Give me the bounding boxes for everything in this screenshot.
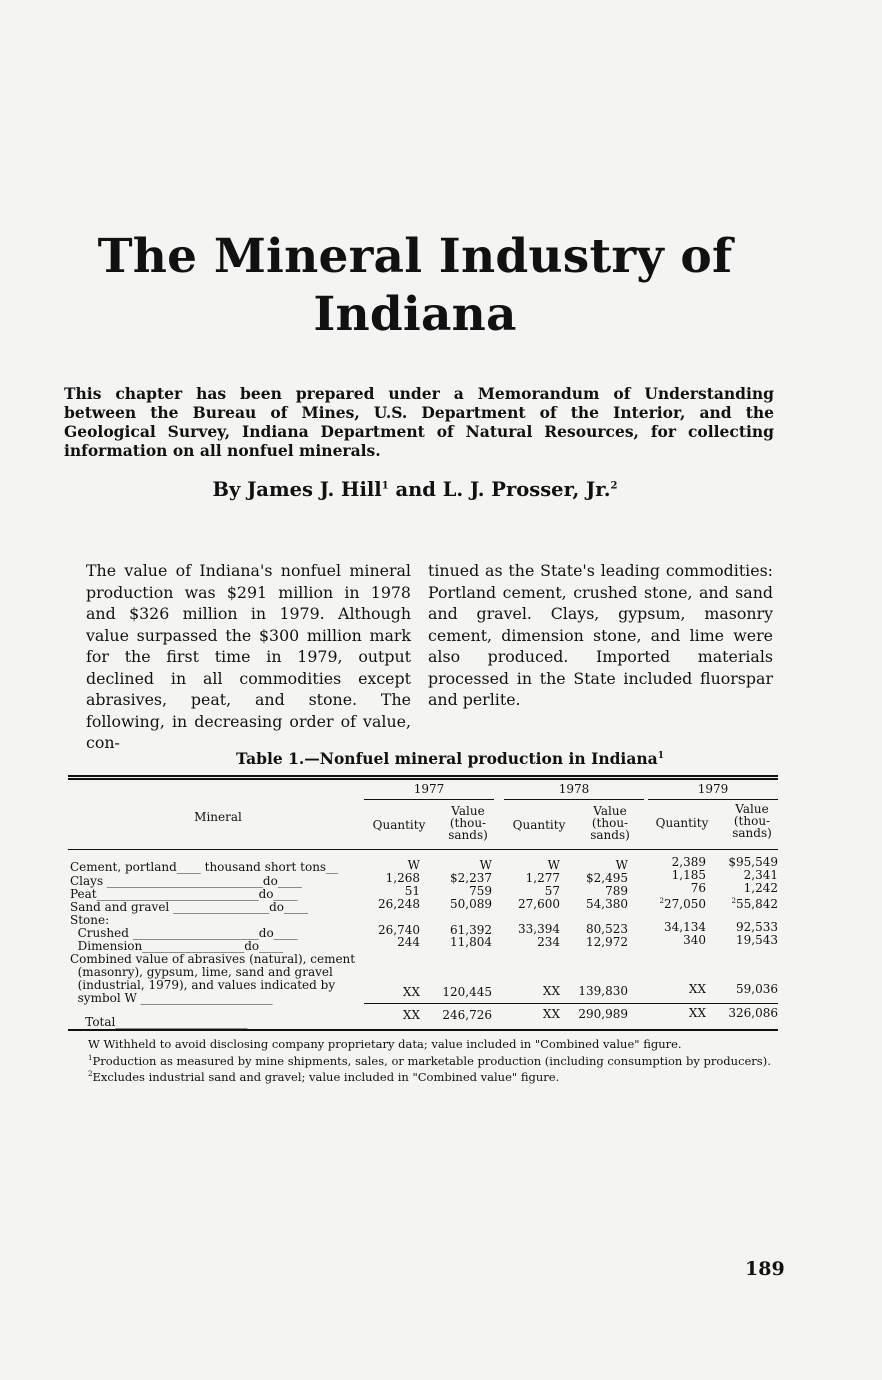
quantity-header-1977: Quantity xyxy=(372,818,426,832)
cell: $95,549 xyxy=(728,855,778,869)
quantity-header-1978: Quantity xyxy=(512,818,566,832)
total-cell: XX xyxy=(402,1008,420,1022)
cell: 26,248 xyxy=(378,897,420,911)
table-caption-footnote-mark: 1 xyxy=(657,750,664,761)
value-header-line-1: Value xyxy=(451,804,485,818)
cell: 92,533 xyxy=(736,920,778,934)
cell: 57 xyxy=(544,884,560,898)
cell: 59,036 xyxy=(736,982,778,996)
footnote-mark: 2 xyxy=(659,897,664,905)
memorandum-note: This chapter has been prepared under a Memorandum of Understanding between the Bureau of Mines, U.S. Department of the Interior, and the Geological Survey, Indiana Department of Natural Resources, for collecting information on all nonfuel minerals. xyxy=(64,384,774,460)
mineral-header: Mineral xyxy=(194,810,242,824)
row-label: Clays __________________________do____ xyxy=(70,874,302,888)
body-column-left xyxy=(66,560,411,754)
footnote-2-mark: 2 xyxy=(88,1069,93,1078)
body-paragraph-left: The value of Indiana's nonfuel mineral production was $291 million in 1978 and $326 million in 1979. Although value surpassed the $300 million mark for the first time in 1979, output declined in all commodities except abrasives, peat, and stone. The following, in decreasing order of value, con- xyxy=(86,561,411,752)
cell: 34,134 xyxy=(664,920,706,934)
value-header-line-3: sands) xyxy=(590,828,630,842)
cell xyxy=(660,895,706,911)
cell: 1,277 xyxy=(525,871,560,885)
cell: 27,600 xyxy=(518,897,560,911)
value-header-line-2: (thou- xyxy=(449,816,487,830)
header-bottom-rule xyxy=(68,849,778,850)
quantity-header-1979: Quantity xyxy=(655,816,709,830)
row-label: Stone: xyxy=(70,913,110,927)
cell: 76 xyxy=(690,881,706,895)
row-label: Sand and gravel ________________do____ xyxy=(70,900,308,914)
row-label: Cement, portland____ thousand short tons__ xyxy=(70,860,339,874)
table-caption-text: Table 1.—Nonfuel mineral production in Indiana xyxy=(236,749,658,768)
body-column-right xyxy=(428,560,773,711)
cell: $2,495 xyxy=(586,871,628,885)
row-label: Peat___________________________do____ xyxy=(70,887,298,901)
cell: 2,389 xyxy=(671,855,706,869)
cell-value: 55,842 xyxy=(736,897,778,911)
cell: 26,740 xyxy=(378,923,420,937)
footnote-1 xyxy=(88,1052,778,1068)
value-header-1977 xyxy=(440,805,496,841)
year-1978-rule xyxy=(504,799,644,800)
byline-and: and xyxy=(388,478,443,501)
cell: 2,341 xyxy=(743,868,778,882)
cell: W xyxy=(479,858,492,872)
cell: 12,972 xyxy=(586,935,628,949)
table-footnotes xyxy=(88,1038,778,1084)
cell: W xyxy=(615,858,628,872)
page-title xyxy=(60,228,770,344)
table-top-rule-2 xyxy=(68,778,778,780)
page-number: 189 xyxy=(745,1258,785,1280)
cell: 340 xyxy=(683,933,706,947)
author-1: By James J. Hill xyxy=(212,478,382,501)
cell: 120,445 xyxy=(442,985,492,999)
total-cell: 290,989 xyxy=(578,1007,628,1021)
value-header-line-2: (thou- xyxy=(591,816,629,830)
title-line-1: The Mineral Industry of xyxy=(97,229,733,284)
author-1-footnote-mark: 1 xyxy=(381,480,389,492)
cell xyxy=(732,895,778,911)
total-cell: XX xyxy=(688,1006,706,1020)
total-rule xyxy=(364,1003,778,1004)
author-2: L. J. Prosser, Jr. xyxy=(442,478,611,501)
year-1977-rule xyxy=(364,799,494,800)
row-label: symbol W ______________________ xyxy=(70,991,273,1005)
cell: $2,237 xyxy=(450,871,492,885)
cell: XX xyxy=(688,982,706,996)
table-caption xyxy=(60,749,840,768)
total-cell: 326,086 xyxy=(728,1006,778,1020)
year-1978-header: 1978 xyxy=(558,782,590,796)
cell: 789 xyxy=(605,884,628,898)
value-header-line-1: Value xyxy=(593,804,627,818)
value-header-line-3: sands) xyxy=(732,826,772,840)
cell: 1,242 xyxy=(743,881,778,895)
cell: 54,380 xyxy=(586,897,628,911)
cell: 1,268 xyxy=(385,871,420,885)
value-header-line-1: Value xyxy=(735,802,769,816)
cell: 234 xyxy=(537,935,560,949)
value-header-line-2: (thou- xyxy=(733,814,771,828)
cell: 139,830 xyxy=(578,984,628,998)
year-1977-header: 1977 xyxy=(413,782,445,796)
footnote-2-text: Excludes industrial sand and gravel; value included in "Combined value" figure. xyxy=(92,1069,560,1084)
row-label: Combined value of abrasives (natural), cement xyxy=(70,952,356,966)
cell: 244 xyxy=(397,935,420,949)
cell: 19,543 xyxy=(736,933,778,947)
row-label: (industrial, 1979), and values indicated by xyxy=(70,978,336,992)
year-1979-header: 1979 xyxy=(697,782,729,796)
footnote-2 xyxy=(88,1068,778,1084)
total-cell: XX xyxy=(542,1007,560,1021)
cell: XX xyxy=(542,984,560,998)
footnote-mark: 2 xyxy=(731,897,736,905)
footnote-w: W Withheld to avoid disclosing company proprietary data; value included in "Combined value" figure. xyxy=(88,1037,682,1051)
year-1979-rule xyxy=(648,799,778,800)
cell-value: 27,050 xyxy=(664,897,706,911)
footnote-1-text: Production as measured by mine shipments, sales, or marketable production (including consumption by producers). xyxy=(92,1053,771,1068)
title-line-2: Indiana xyxy=(313,287,517,342)
cell: 759 xyxy=(469,884,492,898)
row-label: (masonry), gypsum, lime, sand and gravel xyxy=(70,965,333,979)
cell: W xyxy=(407,858,420,872)
cell: XX xyxy=(402,985,420,999)
cell: 50,089 xyxy=(450,897,492,911)
cell: 33,394 xyxy=(518,922,560,936)
table-top-rule xyxy=(68,775,778,777)
cell: 80,523 xyxy=(586,922,628,936)
total-label: Total______________________ xyxy=(70,1015,248,1029)
value-header-line-3: sands) xyxy=(448,828,488,842)
cell: 61,392 xyxy=(450,923,492,937)
row-label: Crushed _____________________do____ xyxy=(70,926,298,940)
total-cell: 246,726 xyxy=(442,1008,492,1022)
footnote-1-mark: 1 xyxy=(88,1053,93,1062)
cell: 11,804 xyxy=(450,935,492,949)
value-header-1978 xyxy=(582,805,638,841)
table-bottom-rule xyxy=(68,1029,778,1031)
row-label: Dimension_________________do____ xyxy=(70,939,284,953)
value-header-1979 xyxy=(724,803,780,839)
byline xyxy=(60,478,770,501)
cell: 1,185 xyxy=(671,868,706,882)
body-paragraph-right: tinued as the State's leading commodities: Portland cement, crushed stone, and sand and gravel. Clays, gypsum, masonry cement, dimension stone, and lime were also produced. Imported materials processed in the State included fluorspar and perlite. xyxy=(428,561,773,709)
author-2-footnote-mark: 2 xyxy=(610,480,618,492)
cell: 51 xyxy=(404,884,420,898)
cell: W xyxy=(547,858,560,872)
